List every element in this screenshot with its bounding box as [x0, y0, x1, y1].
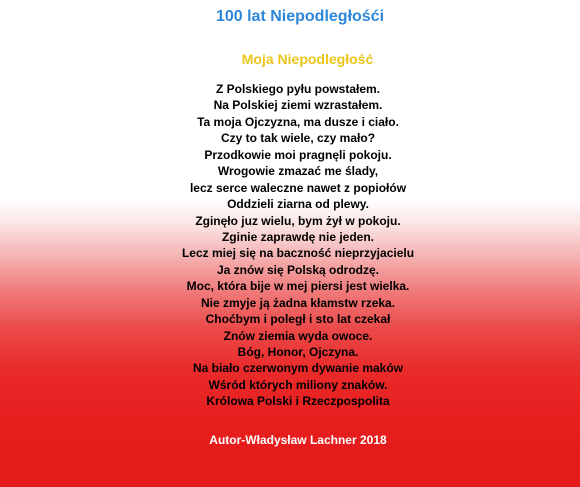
poem-line: Na biało czerwonym dywanie maków	[192, 361, 404, 376]
poem-line: Moc, która bije w mej piersi jest wielka.	[186, 279, 410, 294]
poem-line: Królowa Polski i Rzeczpospolita	[206, 394, 390, 409]
poem-line: Nie zmyje ją żadna kłamstw rzeka.	[200, 295, 396, 310]
poem-line: Zginęło juz wielu, bym żył w pokoju.	[195, 213, 401, 228]
poem-line: Przodkowie moi pragnęli pokoju.	[204, 147, 392, 162]
poem-line: Zginie zaprawdę nie jeden.	[221, 229, 375, 244]
poem-line: Lecz miej się na baczność nieprzyjacielu	[181, 246, 415, 261]
poem-line: Oddzieli ziarna od plewy.	[227, 197, 369, 212]
poem-line: Znów ziemia wyda owoce.	[223, 328, 373, 343]
poem-line: Ja znów się Polską odrodzę.	[216, 262, 380, 277]
poem-line: Choćbym i poległ i sto lat czekał	[205, 312, 391, 327]
poem-author: Autor-Władysław Lachner 2018	[209, 433, 387, 447]
poem-line: Czy to tak wiele, czy mało?	[220, 131, 376, 146]
poem-line: Na Polskiej ziemi wzrastałem.	[213, 98, 383, 113]
header-title: 100 lat Niepodległośći	[215, 8, 385, 25]
poem-line: Z Polskiego pyłu powstałem.	[215, 82, 381, 96]
poem-body	[0, 81, 580, 410]
poem-line: Ta moja Ojczyzna, ma dusze i ciało.	[197, 114, 399, 129]
poem-line: Bóg, Honor, Ojczyna.	[237, 345, 359, 359]
poem-title: Moja Niepodległość	[241, 51, 374, 67]
poem-line: lecz serce waleczne nawet z popiołów	[189, 180, 407, 195]
poem-line: Wrogowie zmazać me ślady,	[217, 164, 379, 179]
poem-line: Wśród których miliony znaków.	[208, 377, 388, 392]
